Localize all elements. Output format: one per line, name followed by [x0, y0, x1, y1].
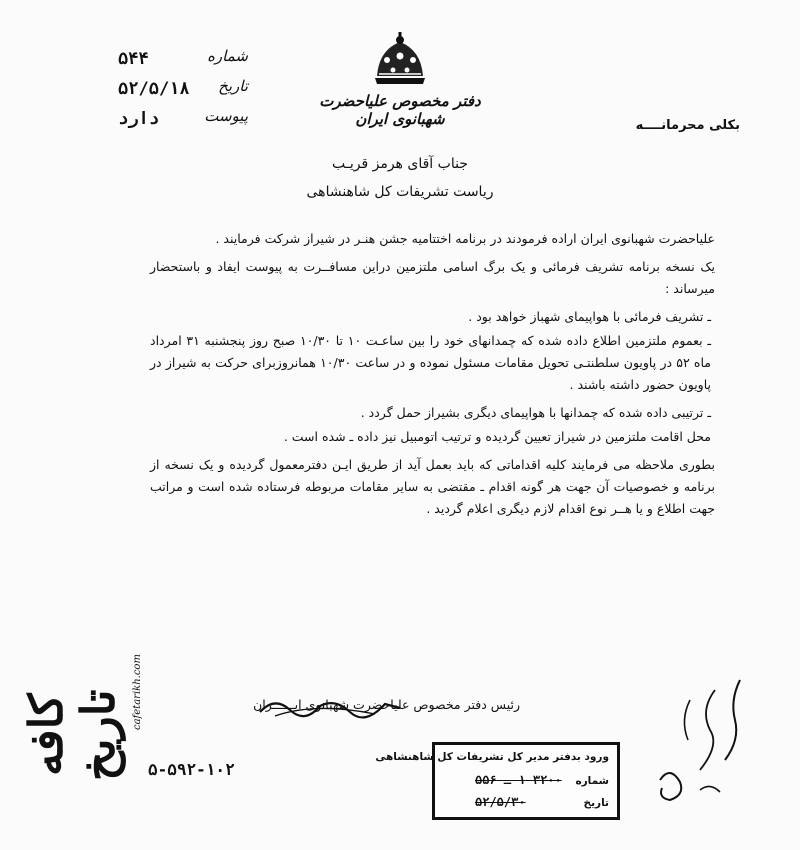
- office-name: دفتر مخصوص علیاحضرت شهبانوی ایران: [319, 92, 481, 128]
- reference-number: ۵-۵۹۲-۱۰۲: [148, 760, 235, 779]
- body-paragraph-1: علیاحضرت شهبانوی ایران اراده فرمودند در برنامه اختتامیه جشن هنـر در شیراز شرکت فرمایند .: [215, 231, 715, 246]
- marginal-handwriting-icon: [640, 670, 760, 820]
- watermark: [19, 654, 210, 790]
- watermark-text: کافه تاریخ: [19, 689, 125, 781]
- body-item-3: ـ ترتیبی داده شده که چمدانها با هواپیمای دیگری بشیراز حمل گردد .: [360, 405, 711, 420]
- body-item-2: ـ بعموم ملتزمین اطلاع داده شده که چمدانهای خود را بین ساعـت ۱۰ تا ۱۰/۳۰ صبح روز پنجشنبه ۳۱ امرداد ماه ۵۲ در پاویون سلطنتـی تحویل مقامات مسئول نموده و در ساعت ۱۰/۳۰ همانروزبرای حرکت به شیراز در پاویون حضور داشته باشند .: [150, 333, 711, 392]
- registry-attachment-value: دارد: [118, 109, 159, 129]
- registry-number-value: ۵۴۴: [118, 49, 149, 69]
- letter-body: [150, 228, 715, 522]
- registry-attachment-row: [118, 105, 248, 135]
- body-item-1: ـ تشریف فرمائی با هواپیمای شهباز خواهد بود .: [468, 309, 711, 324]
- stamp-number-label: شماره: [575, 775, 609, 787]
- watermark-url: cafetarikh.com: [132, 654, 143, 730]
- stamp-title: ورود بدفتر مدیر كل تشريفات کل شاهنشاهی: [375, 751, 609, 763]
- recipient-block: [250, 150, 550, 206]
- registry-date-value: ۵۲/۵/۱۸: [118, 79, 190, 99]
- body-paragraph-2: یک نسخه برنامه تشریف فرمائی و یک برگ اسامی ملتزمین دراین مسافــرت به پیوست ایفاد و باستحضار میرساند :: [150, 259, 715, 296]
- recipient-name: جناب آقای هرمز قریـب: [332, 156, 468, 172]
- registry-block: [118, 45, 248, 135]
- body-paragraph-3: بطوری ملاحظه می فرمایند کلیه اقداماتی که باید بعمل آید از طریق ایـن دفترمعمول گردیده و یک نسخه از برنامه و خصوصیات آن جهت هر گونه اقدام ـ مقتضی به سایر مقامات مربوطه فرستاده شده است و مراتب جهت اطلاع و یا هــر نوع اقدام لازم دیگری اعلام گردید .: [150, 457, 715, 516]
- received-stamp: [375, 742, 620, 820]
- registry-number-label: شماره: [207, 47, 248, 65]
- registry-number-row: [118, 45, 248, 75]
- stamp-date-label: تاریخ: [583, 797, 609, 809]
- registry-date-label: تاریخ: [218, 77, 248, 95]
- signature-title: رئیس دفتر مخصوص علیاحضرت شهبانوی ایــــــران: [253, 697, 520, 712]
- registry-date-row: [118, 75, 248, 105]
- crown-crest-icon: [365, 30, 435, 90]
- stamp-number-value: ۳۲۰۰ ۱ ـ ۵۵۶: [475, 773, 562, 787]
- recipient-title: ریاست تشریفات کل شاهنشاهی: [306, 184, 494, 200]
- body-item-4: محل اقامت ملتزمین در شیراز تعیین گردیده و ترتیب اتومبیل نیز داده ـ شده است .: [283, 429, 711, 444]
- stamp-date-value: ۵۲/۵/۳۰: [475, 795, 526, 809]
- registry-attachment-label: پیوست: [204, 107, 248, 125]
- classification-label: بکلی محرمانــــه: [635, 118, 740, 133]
